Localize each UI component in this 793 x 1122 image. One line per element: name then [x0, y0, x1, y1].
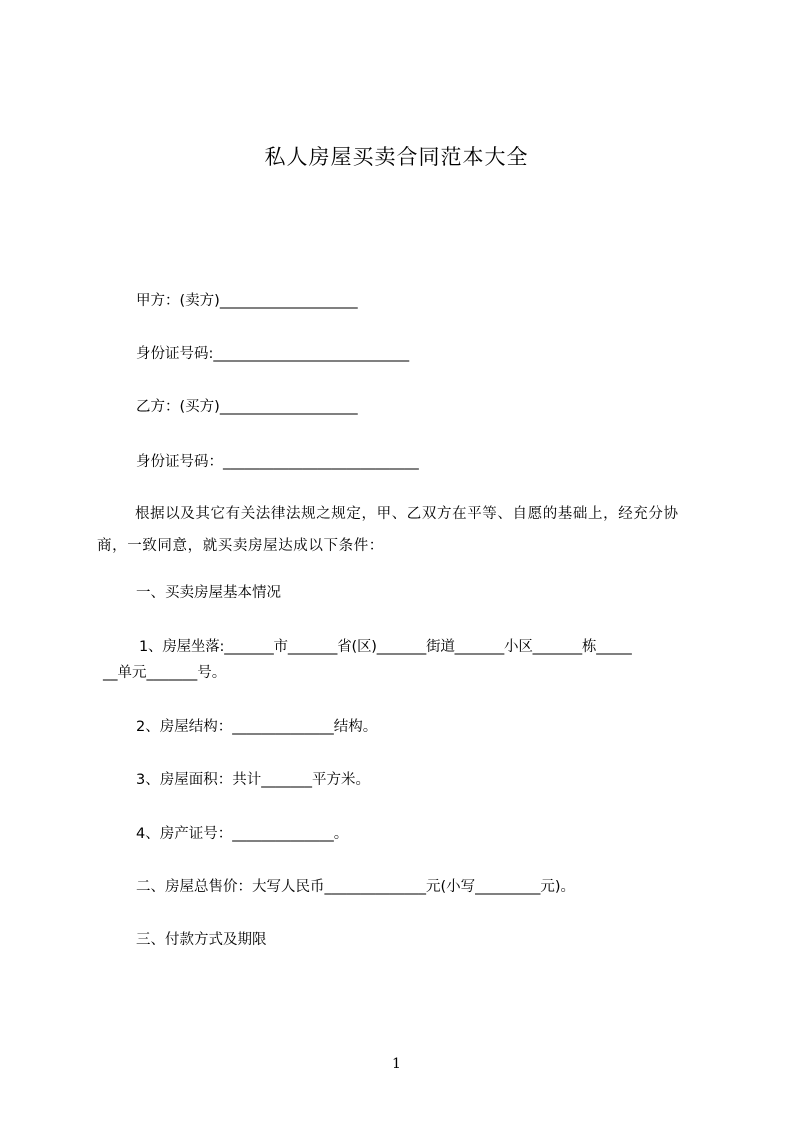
- document-title: 私人房屋买卖合同范本大全: [264, 145, 529, 169]
- item-1-address-line-1: 1、房屋坐落:_______市_______省(区)_______街道_______小区_______栋_____: [139, 639, 632, 655]
- item-4-certificate: 4、房产证号：______________。: [136, 826, 349, 842]
- page-number: 1: [392, 1056, 401, 1072]
- party-b-id-line: 身份证号码：___________________________: [136, 454, 419, 470]
- section-2-total-price: 二、房屋总售价：大写人民币______________元(小写_________元)。: [136, 879, 576, 895]
- party-b-line: 乙方：(买方)___________________: [136, 399, 358, 415]
- party-a-id-line: 身份证号码:___________________________: [136, 346, 410, 362]
- section-3-heading: 三、付款方式及期限: [136, 932, 267, 948]
- item-1-address-line-2: __单元_______号。: [103, 665, 227, 681]
- item-2-structure: 2、房屋结构：______________结构。: [136, 719, 378, 735]
- item-3-area: 3、房屋面积：共计_______平方米。: [136, 772, 370, 788]
- preamble-paragraph: 根据以及其它有关法律法规之规定，甲、乙双方在平等、自愿的基础上，经充分协商，一致同意，就买卖房屋达成以下条件：: [97, 506, 679, 554]
- party-a-line: 甲方：(卖方)___________________: [136, 293, 358, 309]
- section-1-heading: 一、买卖房屋基本情况: [136, 585, 281, 601]
